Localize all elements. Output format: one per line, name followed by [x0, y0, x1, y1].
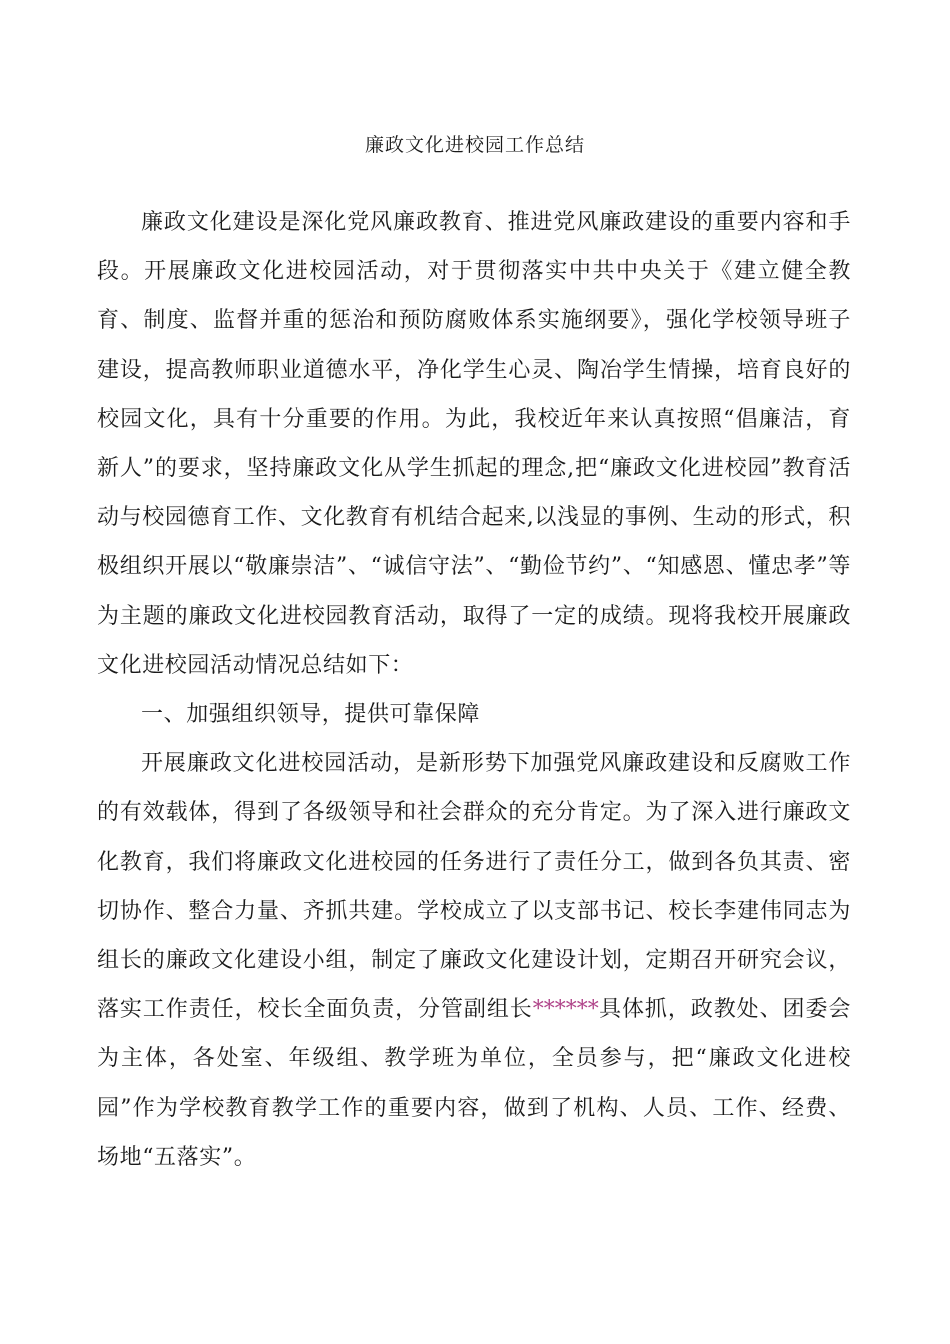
section-1-heading: 一、加强组织领导，提供可靠保障	[141, 702, 481, 728]
document-body	[97, 198, 851, 1182]
masked-name: ******	[532, 997, 599, 1023]
section-1-paragraph	[97, 739, 851, 1182]
section-1-text-part-1: 开展廉政文化进校园活动，是新形势下加强党风廉政建设和反腐败工作的有效载体，得到了各级领导和社会群众的充分肯定。为了深入进行廉政文化教育，我们将廉政文化进校园的任务进行了责任分工，做到各负其责、密切协作、整合力量、齐抓共建。学校成立了以支部书记、校长李建伟同志为组长的廉政文化建设小组，制定了廉政文化建设计划，定期召开研究会议，落实工作责任，校长全面负责，分管副组长	[97, 751, 851, 1023]
section-1-text-part-2: 具体抓，政教处、团委会为主体，各处室、年级组、教学班为单位，全员参与，把“廉政文化进校园”作为学校教育教学工作的重要内容，做到了机构、人员、工作、经费、场地“五落实”。	[97, 997, 851, 1170]
document-title: 廉政文化进校园工作总结	[364, 134, 585, 156]
intro-paragraph: 廉政文化建设是深化党风廉政教育、推进党风廉政建设的重要内容和手段。开展廉政文化进校园活动，对于贯彻落实中共中央关于《建立健全教育、制度、监督并重的惩治和预防腐败体系实施纲要》，强化学校领导班子建设，提高教师职业道德水平，净化学生心灵、陶冶学生情操，培育良好的校园文化，具有十分重要的作用。为此，我校近年来认真按照“倡廉洁，育新人”的要求，坚持廉政文化从学生抓起的理念,把“廉政文化进校园”教育活动与校园德育工作、文化教育有机结合起来,以浅显的事例、生动的形式，积极组织开展以“敬廉崇洁”、“诚信守法”、“勤俭节约”、“知感恩、懂忠孝”等为主题的廉政文化进校园教育活动，取得了一定的成绩。现将我校开展廉政文化进校园活动情况总结如下：	[97, 210, 851, 678]
